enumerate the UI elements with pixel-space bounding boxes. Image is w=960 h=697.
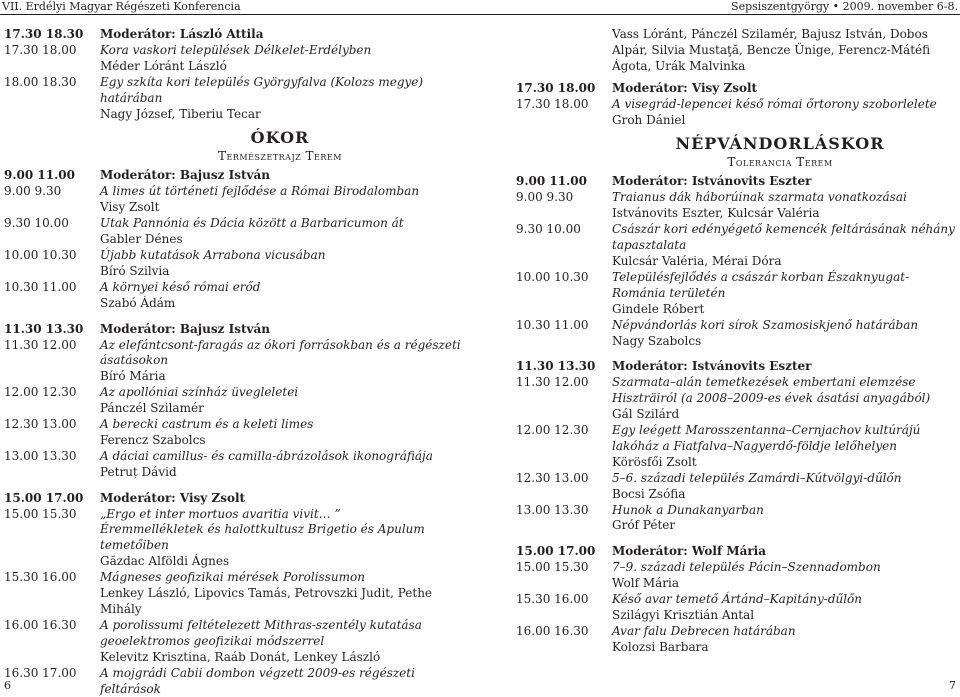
time-slot [4,433,100,449]
time-slot: 12.00 12.30 [516,423,589,438]
time-slot: 10.30 11.00 [4,279,77,294]
page-header [0,0,960,14]
schedule-row [4,417,464,433]
time-slot [4,650,100,666]
talk-title: A berecki castrum és a keleti limes [100,417,314,432]
schedule-row [4,369,464,385]
time-slot [516,576,612,592]
moderator: Moderátor: László Attila [100,27,264,41]
page-number-right: 7 [949,679,956,692]
schedule-row [516,206,956,222]
time-slot [516,27,612,75]
time-slot [516,334,612,350]
speaker-names: Kelevitz Krisztina, Raáb Donát, Lenkey László [100,649,381,664]
schedule-row [516,190,956,206]
schedule-row [4,75,464,107]
time-slot [4,554,100,570]
moderator: Moderátor: Bajusz István [100,168,271,183]
schedule-row [516,423,956,455]
schedule-row [516,624,956,640]
block-left-2 [4,168,464,311]
schedule-row [516,97,956,113]
speaker-names: Szabó Ádám [100,295,176,310]
schedule-row [4,232,464,248]
schedule-row [516,471,956,487]
spacer [516,349,956,359]
time-slot: 15.00 17.00 [516,544,596,559]
schedule-row [516,640,956,656]
schedule-row [4,280,464,296]
talk-title: A visegrád-lepencei késő római őrtorony szoborlelete [612,96,937,111]
schedule-row [516,375,956,407]
schedule-row [4,507,464,523]
schedule-row [4,107,464,123]
schedule-row [516,359,956,375]
schedule-row [516,222,956,254]
speaker-names: Vass Lóránt, Pánczél Szilamér, Bajusz István, Dobos Alpár, Silvia Mustaţă, Bencze Ünige, Ferencz-Mátéfi Ágota, Urák Malvinka [612,27,931,73]
talk-title: Kora vaskori települések Délkelet-Erdélyben [100,42,372,57]
moderator: Moderátor: Bajusz István [100,321,271,336]
schedule-row [4,59,464,75]
time-slot [4,200,100,216]
schedule-row [4,650,464,666]
time-slot: 11.30 12.00 [4,337,77,352]
talk-title: Az elefántcsont-faragás az ókori forrásokban és a régészeti ásatásokon [100,337,461,368]
schedule-row [4,554,464,570]
talk-title: „Ergo et inter mortuos avaritia vivit… ” [100,506,341,521]
schedule-row [4,296,464,312]
time-slot: 17.30 18.00 [4,42,77,57]
time-slot [516,455,612,471]
talk-title: Mágneses geofizikai mérések Porolissumon [100,570,365,585]
schedule-row [516,270,956,302]
speaker-names: Pánczél Szilamér [100,401,204,416]
header-location-date: Sepsiszentgyörgy • 2009. november 6-8. [731,0,958,13]
talk-title: A mojgrádi Cabii dombon végzett 2009-es régészeti feltárások [100,665,415,696]
time-slot [516,302,612,318]
section-room: Természetrajz Terem [218,149,342,164]
talk-title: Császár kori edényégető kemencék feltárásának néhány tapasztalata [612,222,955,253]
schedule-row [516,608,956,624]
block-left-3 [4,322,464,481]
time-slot: 12.00 12.30 [4,385,77,400]
speaker-names: Visy Zsolt [100,200,160,215]
time-slot [516,407,612,423]
block-right-4 [516,359,956,534]
schedule-row [4,27,464,43]
block-right-5 [516,544,956,655]
header-conference-title: VII. Erdélyi Magyar Régészeti Konferencia [2,0,241,13]
section-room: Tolerancia Terem [727,155,833,170]
schedule-row [516,318,956,334]
schedule-row [4,465,464,481]
time-slot: 17.30 18.00 [516,80,596,95]
time-slot: 11.30 13.30 [4,321,84,336]
schedule-row [4,586,464,618]
schedule-row [4,401,464,417]
block-left-4 [4,491,464,697]
talk-title: Késő avar temető Ártánd–Kapitány-dűlőn [612,592,863,607]
talk-title: Éremmellékletek és halottkultusz Brigetio és Apulum temetőiben [100,522,425,553]
time-slot [516,487,612,503]
time-slot: 15.30 16.00 [4,570,77,585]
schedule-row [516,254,956,270]
time-slot: 15.30 16.00 [516,592,589,607]
time-slot [4,107,100,123]
schedule-row [516,518,956,534]
speaker-names: Gindele Róbert [612,301,705,316]
time-slot: 15.00 17.00 [4,490,84,505]
schedule-row [516,544,956,560]
header-rule [0,14,960,15]
block-left-1 [4,27,464,122]
talk-title: Hunok a Dunakanyarban [612,502,764,517]
schedule-row [4,248,464,264]
time-slot: 9.30 10.00 [4,216,69,231]
time-slot: 16.00 16.30 [4,617,77,632]
time-slot: 10.00 10.30 [4,247,77,262]
speaker-names: Lenkey László, Lipovics Tamás, Petrovszki Judit, Pethe Mihály [100,586,433,616]
schedule-row [516,113,956,129]
time-slot [516,206,612,222]
time-slot: 9.00 9.30 [516,190,574,205]
talk-title: A környei késő római erőd [100,279,261,294]
speaker-names: Nagy József, Tiberiu Tecar [100,106,261,121]
page-number-left: 6 [4,679,11,692]
time-slot: 17.30 18.00 [516,96,589,111]
time-slot [4,586,100,618]
time-slot [516,518,612,534]
talk-title: Településfejlődés a császár korban Északnyugat-Románia területén [612,269,910,300]
talk-title: A dáciai camillus- és camilla-ábrázolások ikonográfiája [100,448,433,463]
schedule-row [4,385,464,401]
time-slot: 10.30 11.00 [516,317,589,332]
time-slot [4,232,100,248]
schedule-row [4,43,464,59]
section-title: ÓKOR [250,128,310,148]
speaker-names: Petruț Dávid [100,464,177,479]
block-right-1 [516,27,956,75]
schedule-row [516,560,956,576]
section-heading-okor [100,128,460,164]
talk-title: Szarmata–alán temetkezések embertani elemzése Hiszträiról (a 2008–2009-es évek ásatási anyagából) [612,375,931,406]
speaker-names: Ferencz Szabolcs [100,432,206,447]
time-slot: 18.00 18.30 [4,74,77,89]
schedule-row [4,491,464,507]
spacer [4,481,464,491]
speaker-names: Găzdac Alföldi Ágnes [100,554,230,569]
talk-title: 5–6. századi település Zamárdi–Kútvölgyi-dűlőn [612,470,902,485]
time-slot: 9.00 11.00 [516,174,587,189]
speaker-names: Gabler Dénes [100,232,183,247]
time-slot: 15.00 15.30 [4,506,77,521]
time-slot: 11.30 13.30 [516,359,596,374]
schedule-row [516,81,956,97]
time-slot: 12.30 13.00 [516,470,589,485]
time-slot: 15.00 15.30 [516,560,589,575]
talk-title: Avar falu Debrecen határában [612,623,796,638]
speaker-names: Groh Dániel [612,112,686,127]
talk-title: Traianus dák háborúinak szarmata vonatkozásai [612,190,907,205]
moderator: Moderátor: Istvánovits Eszter [612,359,812,374]
time-slot [4,264,100,280]
time-slot: 12.30 13.00 [4,417,77,432]
spacer [516,534,956,544]
talk-title: Az apollóniai színház üvegleletei [100,385,299,400]
speaker-names: Gróf Péter [612,518,676,533]
time-slot [4,401,100,417]
talk-title: 7–9. századi település Pácin–Szennadombon [612,560,881,575]
schedule-row [4,322,464,338]
schedule-row [516,174,956,190]
time-slot [516,254,612,270]
moderator: Moderátor: Visy Zsolt [100,490,246,505]
left-column [4,27,464,697]
section-heading-nepvandorlaskor [612,134,948,170]
speaker-names: Istvánovits Eszter, Kulcsár Valéria [612,206,820,221]
schedule-row [516,407,956,423]
schedule-row [4,184,464,200]
time-slot: 13.00 13.30 [516,502,589,517]
schedule-row [4,338,464,370]
time-slot: 9.00 9.30 [4,184,62,199]
time-slot: 17.30 18.30 [4,27,84,41]
time-slot: 10.00 10.30 [516,269,589,284]
schedule-row [4,168,464,184]
schedule-row [4,570,464,586]
talk-title: Egy szkíta kori település Györgyfalva (Kolozs megye) határában [100,74,424,105]
schedule-row [516,455,956,471]
schedule-row [4,618,464,650]
schedule-row [4,216,464,232]
time-slot: 9.00 11.00 [4,168,75,183]
talk-title: A limes út történeti fejlődése a Római Birodalomban [100,184,420,199]
speaker-names: Gál Szilárd [612,407,680,422]
speaker-names: Méder Lóránt László [100,58,227,73]
schedule-row [4,200,464,216]
right-column [516,27,956,656]
talk-title: Egy leégett Marosszentanna–Cernjachov kultúrájú lakóház a Fiatfalva–Nagyerdő-földje lelőhelyen [612,423,921,453]
block-right-3 [516,174,956,349]
time-slot [4,369,100,385]
time-slot [516,608,612,624]
speaker-names: Körösfői Zsolt [612,454,697,469]
schedule-row [4,433,464,449]
schedule-row [516,503,956,519]
speaker-names: Kolozsi Barbara [612,639,709,654]
time-slot: 16.30 17.00 [4,665,77,680]
time-slot: 11.30 12.00 [516,375,589,390]
schedule-row [4,522,464,554]
time-slot [516,113,612,129]
schedule-row [516,576,956,592]
moderator: Moderátor: Istvánovits Eszter [612,174,812,189]
talk-title: A porolissumi feltételezett Mithras-szentély kutatása geoelektromos geofizikai módszerrel [100,617,422,648]
speaker-names: Bocsi Zsófia [612,486,686,501]
schedule-row [516,487,956,503]
schedule-row [516,302,956,318]
schedule-row [516,592,956,608]
speaker-names: Bíró Szilvia [100,263,170,278]
time-slot [4,465,100,481]
schedule-row [4,666,464,697]
speaker-names: Wolf Mária [612,576,680,591]
schedule-row [4,449,464,465]
schedule-row [516,27,956,75]
time-slot [516,640,612,656]
talk-title: Újabb kutatások Arrabona vicusában [100,247,326,262]
time-slot [4,296,100,312]
moderator: Moderátor: Visy Zsolt [612,80,758,95]
time-slot: 16.00 16.30 [516,623,589,638]
block-right-2 [516,81,956,129]
time-slot [4,522,100,554]
speaker-names: Kulcsár Valéria, Mérai Dóra [612,253,782,268]
talk-title: Népvándorlás kori sírok Szamosiskjenő határában [612,317,919,332]
spacer [4,312,464,322]
time-slot: 13.00 13.30 [4,448,77,463]
moderator: Moderátor: Wolf Mária [612,544,767,559]
time-slot: 9.30 10.00 [516,222,581,237]
time-slot [4,59,100,75]
schedule-row [4,264,464,280]
talk-title: Utak Pannónia és Dácia között a Barbaricumon át [100,216,404,231]
section-title: NÉPVÁNDORLÁSKOR [675,134,885,154]
speaker-names: Nagy Szabolcs [612,333,702,348]
speaker-names: Bíró Mária [100,369,166,384]
speaker-names: Szilágyi Krisztián Antal [612,608,755,622]
schedule-row [516,334,956,350]
